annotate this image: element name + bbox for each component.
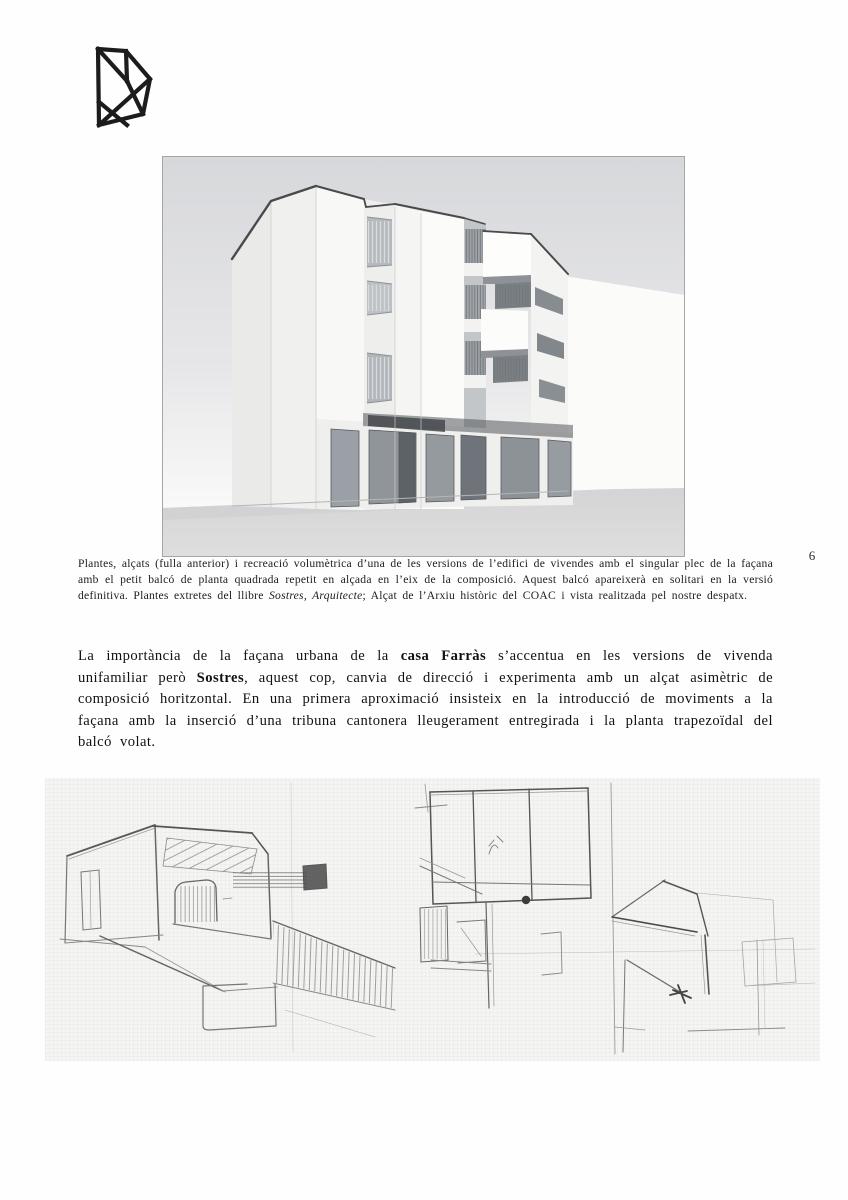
caption-text-1: Plantes, alçats (fulla anterior) i recreació volumètrica d’una de les versions de l’edifici de vivendes amb el singular plec de la façana amb el petit balcó de planta quadrada repetit en alçada en l’eix de la composició. Aquest balcó apareixerà en solitari en la versió definitiva. Plantes extretes del llibre xyxy=(78,557,773,602)
paragraph-text-3: , aquest cop, canvia de direcció i experimenta amb un alçat asimètric de composició horitzontal. En una primera aproximació insisteix en la introducció de moviments a la façana amb la inserció d’una tribuna cantonera lleugerament entregirada i la planta trapezoïdal del balcó volat. xyxy=(78,669,773,750)
building-render-figure xyxy=(162,156,685,557)
building-render-image xyxy=(163,157,684,556)
studio-logo xyxy=(95,46,153,128)
sketch-figure xyxy=(45,778,820,1061)
paragraph-bold-casa-farras: casa Farràs xyxy=(400,648,487,664)
paragraph-text-1: La importància de la façana urbana de la xyxy=(78,648,401,664)
body-paragraph xyxy=(78,646,773,754)
paragraph-bold-sostres: Sostres xyxy=(196,669,245,686)
paragraph-text-2: s’accentua en les versions de vivenda unifamiliar però xyxy=(78,648,773,686)
caption-text-2: ; Alçat de l’Arxiu històric del COAC i vista realitzada pel nostre despatx. xyxy=(362,589,748,602)
figure-caption xyxy=(78,556,773,604)
caption-book-title: Sostres, Arquitecte xyxy=(269,589,363,602)
page-number: 6 xyxy=(808,548,816,563)
logo-mark-icon xyxy=(95,46,153,128)
sketch-image xyxy=(45,778,820,1061)
